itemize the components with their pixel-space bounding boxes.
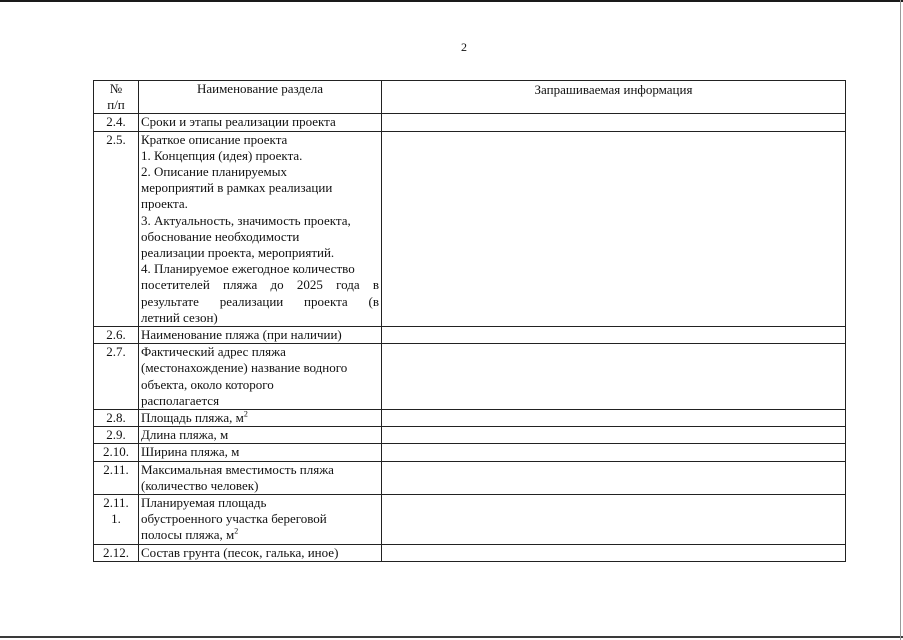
row-name (139, 410, 382, 427)
row-name-line: Ширина пляжа, м (141, 444, 240, 460)
row-name-line: посетителей пляжа до 2025 года в (141, 277, 379, 293)
row-name-line: располагается (141, 392, 220, 408)
table-row (94, 410, 846, 427)
row-name-line: объекта, около которого (141, 376, 274, 392)
row-name-line: Состав грунта (песок, галька, иное) (141, 544, 339, 560)
table-row (94, 114, 846, 131)
header-num-line2: п/п (107, 97, 125, 113)
table-row (94, 427, 846, 444)
row-number: 2.12. (94, 544, 139, 561)
row-name (139, 444, 382, 461)
row-name-line: Планируемая площадь (141, 495, 267, 511)
row-name (139, 544, 382, 561)
row-name-line: Краткое описание проекта (141, 131, 288, 147)
row-name-line: (количество человек) (141, 477, 259, 493)
table-row (94, 444, 846, 461)
row-name (139, 495, 382, 545)
row-info-cell[interactable] (382, 461, 846, 494)
row-name-line: 1. Концепция (идея) проекта. (141, 147, 303, 163)
table-row (94, 544, 846, 561)
row-name-line: полосы пляжа, м (141, 527, 235, 543)
row-number: 2.9. (94, 427, 139, 444)
row-name-line: Длина пляжа, м (141, 427, 229, 443)
row-number: 2.10. (94, 444, 139, 461)
row-name (139, 327, 382, 344)
header-info (382, 81, 846, 114)
row-info-cell[interactable] (382, 114, 846, 131)
header-info-label: Запрашиваемая информация (534, 82, 693, 97)
table-row (94, 327, 846, 344)
row-number (94, 495, 139, 545)
row-name-line: мероприятий в рамках реализации (141, 180, 333, 196)
row-name-line: реализации проекта, мероприятий. (141, 245, 335, 261)
row-name-line: летний сезон) (141, 309, 218, 325)
table-row (94, 461, 846, 494)
row-name-line: проекта. (141, 196, 188, 212)
header-name: Наименование раздела (139, 81, 382, 114)
row-name-line: Максимальная вместимость пляжа (141, 461, 334, 477)
header-num (94, 81, 139, 114)
superscript: 2 (234, 527, 239, 537)
row-name-line: 4. Планируемое ежегодное количество (141, 261, 355, 277)
row-name (139, 344, 382, 410)
row-name-line: 3. Актуальность, значимость проекта, (141, 212, 351, 228)
row-name-line: Наименование пляжа (при наличии) (141, 327, 342, 343)
row-number-line: 1. (111, 511, 121, 527)
table-header-row (94, 81, 846, 114)
row-name-line: обоснование необходимости (141, 228, 300, 244)
row-number: 2.11. (94, 461, 139, 494)
row-number: 2.8. (94, 410, 139, 427)
row-name (139, 427, 382, 444)
row-name-line: обустроенного участка береговой (141, 511, 327, 527)
row-info-cell[interactable] (382, 544, 846, 561)
scan-edge-right (900, 0, 901, 640)
header-num-line1: № (109, 81, 123, 96)
row-name (139, 461, 382, 494)
row-name-line: (местонахождение) название водного (141, 360, 348, 376)
row-name-line: Фактический адрес пляжа (141, 344, 286, 360)
row-number: 2.7. (94, 344, 139, 410)
row-name-line: Площадь пляжа, м (141, 410, 244, 426)
superscript: 2 (243, 409, 248, 419)
row-name (139, 131, 382, 326)
row-name (139, 114, 382, 131)
row-number: 2.6. (94, 327, 139, 344)
scan-edge-top (0, 0, 903, 2)
page-number: 2 (461, 40, 467, 54)
row-number: 2.5. (94, 131, 139, 326)
table-row (94, 131, 846, 326)
row-info-cell[interactable] (382, 344, 846, 410)
row-number-line: 2.11. (103, 495, 129, 511)
table-row (94, 495, 846, 545)
row-name-line: Сроки и этапы реализации проекта (141, 114, 336, 130)
scan-edge-bottom (0, 636, 903, 638)
row-info-cell[interactable] (382, 131, 846, 326)
row-number: 2.4. (94, 114, 139, 131)
row-name-line: результате реализации проекта (в (141, 293, 379, 309)
row-info-cell[interactable] (382, 444, 846, 461)
row-info-cell[interactable] (382, 327, 846, 344)
info-table (93, 80, 846, 562)
row-info-cell[interactable] (382, 495, 846, 545)
row-info-cell[interactable] (382, 427, 846, 444)
row-name-line: 2. Описание планируемых (141, 164, 287, 180)
row-info-cell[interactable] (382, 410, 846, 427)
table-row (94, 344, 846, 410)
